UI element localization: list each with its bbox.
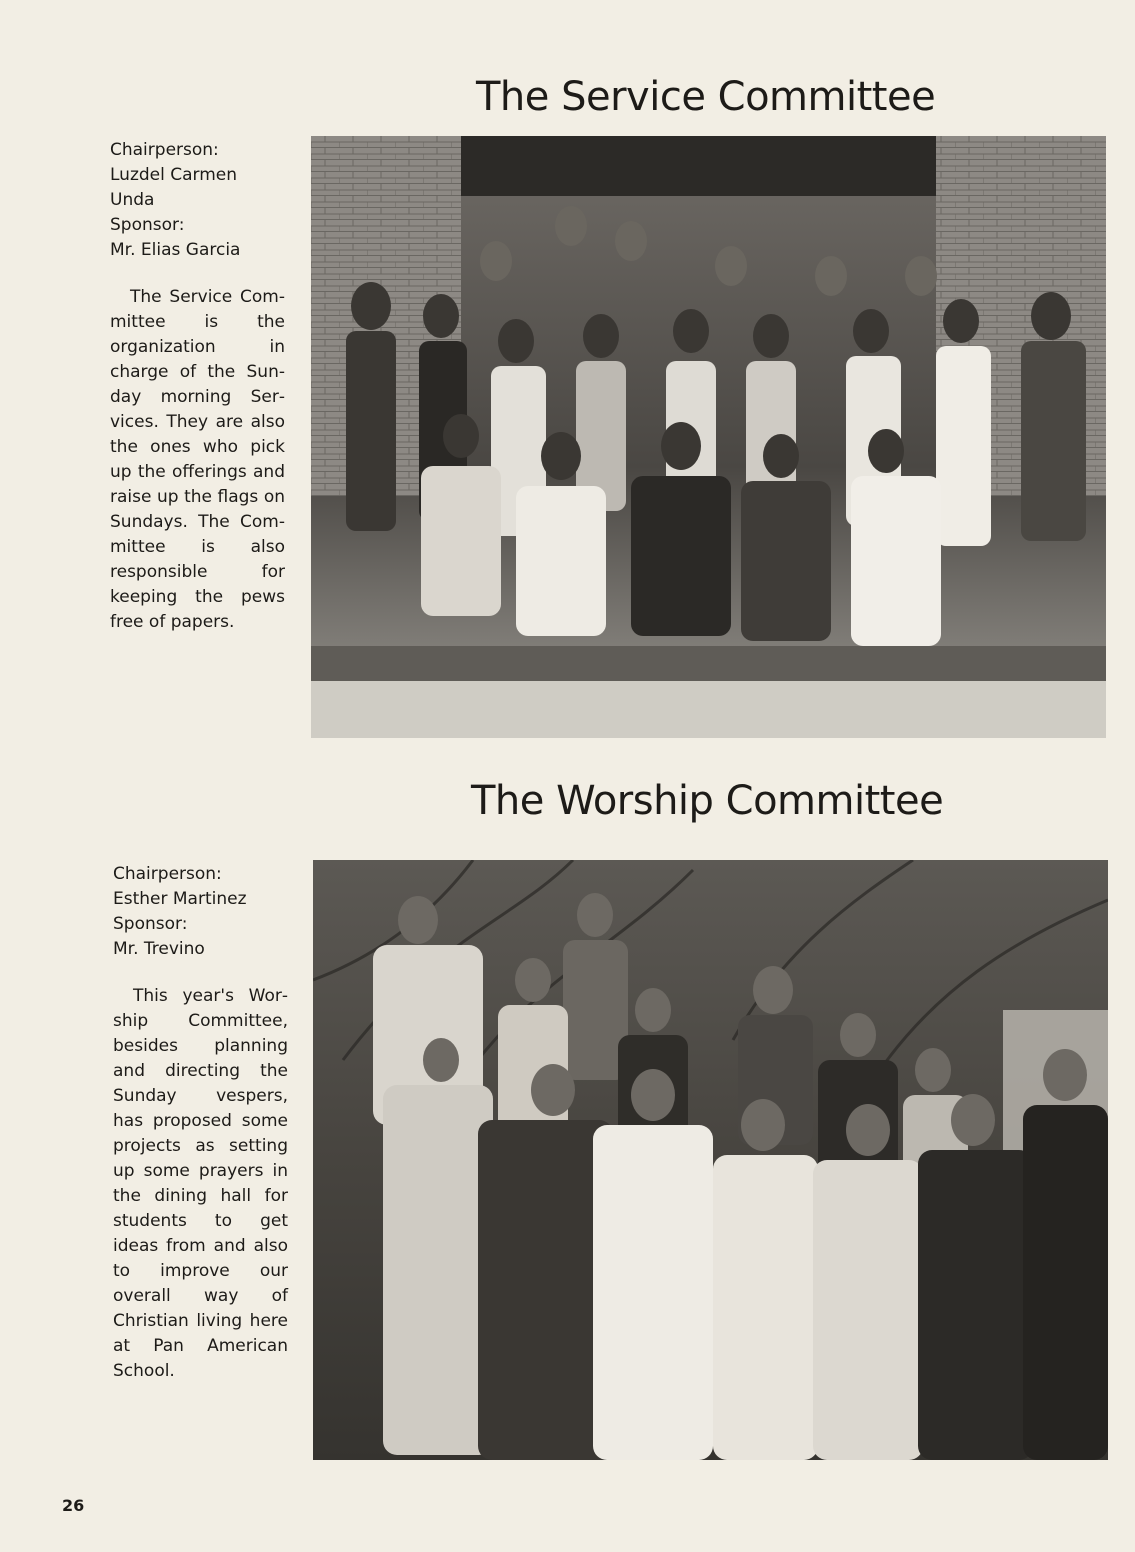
meta-line: Chairperson: xyxy=(113,864,222,884)
meta-line: Esther Martinez xyxy=(113,889,247,909)
meta-line: Luzdel Carmen xyxy=(110,165,238,185)
meta-line: Sponsor: xyxy=(110,215,185,235)
service-committee-sidebar xyxy=(110,138,290,635)
service-committee-group-photo xyxy=(311,136,1106,738)
worship-committee-description xyxy=(113,984,288,1384)
service-committee-description xyxy=(110,285,285,635)
photo-placeholder xyxy=(311,136,1106,738)
photo-placeholder xyxy=(313,860,1108,1460)
service-committee-title: The Service Committee xyxy=(476,74,936,120)
meta-line: Mr. Trevino xyxy=(113,939,205,959)
meta-line: Sponsor: xyxy=(113,914,188,934)
worship-committee-group-photo xyxy=(313,860,1108,1460)
worship-committee-paragraph: This year's Worship Committee, besides planning and directing the Sunday vespers, has proposed some projects as setting up some prayers in the dining hall for students to get ideas from and also to improve our overall way of Christian living here at Pan American School. xyxy=(113,986,288,1381)
service-committee-paragraph: The Service Committee is the organization in charge of the Sunday morning Services. They are also the ones who pick up the offerings and raise up the flags on Sundays. The Committee is also responsible for keeping the pews free of papers. xyxy=(110,287,285,632)
service-committee-meta xyxy=(110,138,290,263)
worship-committee-title: The Worship Committee xyxy=(471,778,944,824)
worship-committee-meta xyxy=(113,862,293,962)
meta-line: Unda xyxy=(110,190,155,210)
worship-committee-sidebar xyxy=(113,862,293,1384)
meta-line: Mr. Elias Garcia xyxy=(110,240,241,260)
meta-line: Chairperson: xyxy=(110,140,219,160)
page-number: 26 xyxy=(62,1496,85,1515)
